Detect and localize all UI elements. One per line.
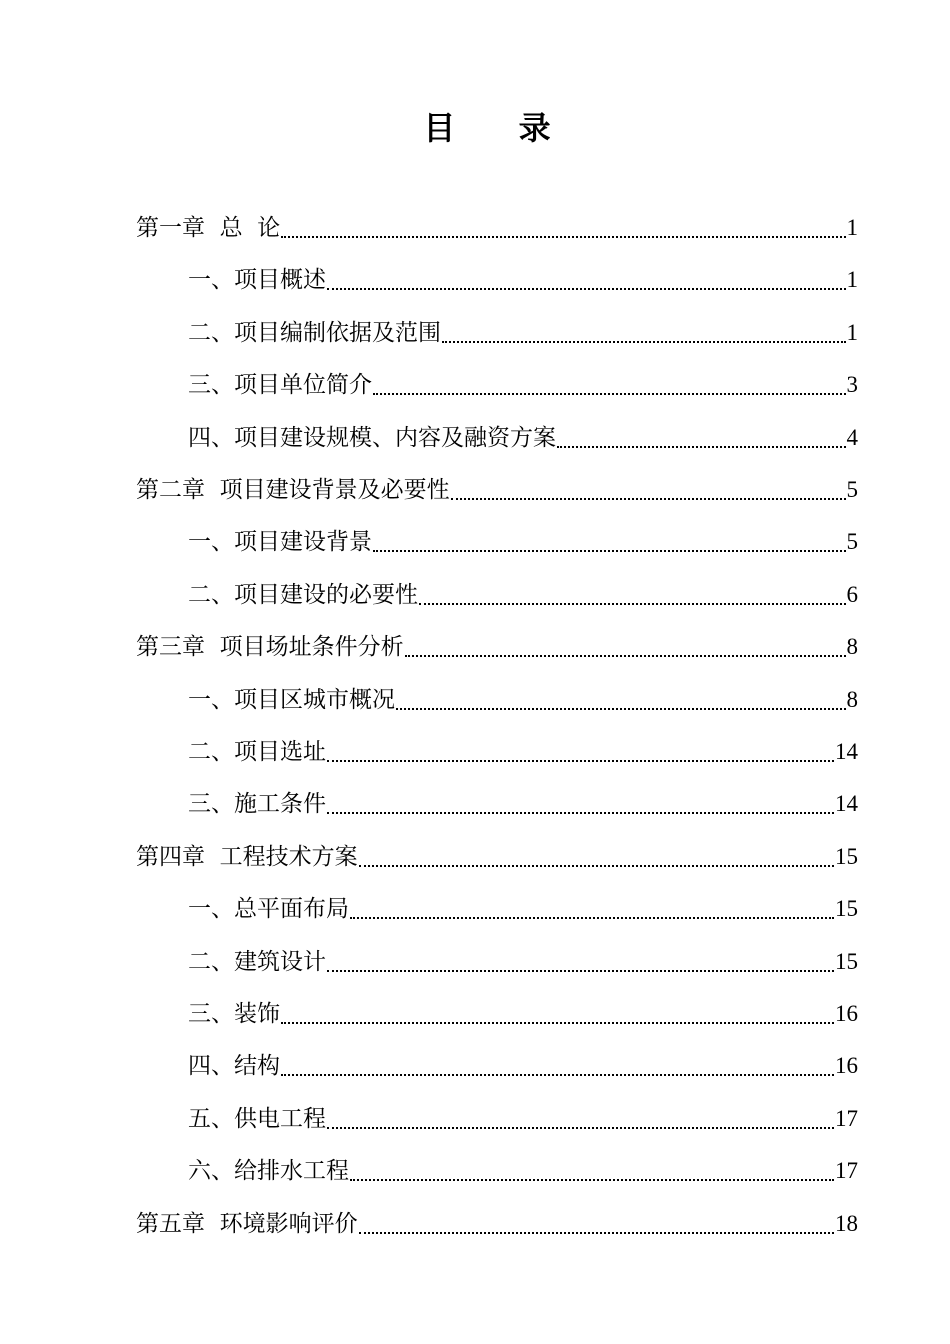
toc-page-number: 15 bbox=[835, 948, 858, 974]
toc-entry-text: 二、建筑设计 bbox=[188, 948, 326, 975]
toc-dot-leader bbox=[405, 627, 846, 667]
toc-dot-leader bbox=[359, 837, 834, 877]
toc-section-entry[interactable] bbox=[188, 260, 858, 300]
toc-entry-text: 一、项目建设背景 bbox=[188, 529, 372, 556]
toc-entry-text: 二、项目选址 bbox=[188, 739, 326, 765]
toc-chapter-entry[interactable] bbox=[136, 837, 858, 877]
toc-entry-text: 一、项目区城市概况 bbox=[188, 686, 395, 713]
toc-section-entry[interactable] bbox=[188, 784, 858, 824]
toc-section-entry[interactable] bbox=[188, 313, 858, 353]
toc-page-number: 3 bbox=[846, 372, 858, 398]
toc-dot-leader bbox=[327, 732, 834, 772]
toc-page-number: 17 bbox=[835, 1158, 858, 1184]
toc-dot-leader bbox=[327, 260, 846, 300]
toc-dot-leader bbox=[281, 1046, 834, 1086]
toc-dot-leader bbox=[373, 365, 846, 405]
toc-page-number: 1 bbox=[846, 215, 858, 240]
toc-dot-leader bbox=[281, 994, 834, 1034]
toc-page-number: 5 bbox=[846, 529, 858, 555]
toc-page-number: 4 bbox=[846, 424, 858, 450]
toc-chapter-entry[interactable] bbox=[136, 1204, 858, 1244]
toc-page-number: 8 bbox=[846, 634, 858, 660]
toc-dot-leader bbox=[327, 784, 834, 824]
toc-section-entry[interactable] bbox=[188, 575, 858, 615]
toc-chapter-entry[interactable] bbox=[136, 470, 858, 510]
toc-entry-text: 五、供电工程 bbox=[188, 1105, 326, 1132]
toc-page-number: 15 bbox=[835, 843, 858, 869]
toc-entry-text: 第一章 总 论 bbox=[136, 215, 281, 241]
toc-page-number: 16 bbox=[835, 1053, 858, 1079]
toc-page-number: 14 bbox=[835, 791, 858, 817]
toc-page-number: 17 bbox=[835, 1105, 858, 1131]
toc-entry-text: 三、施工条件 bbox=[188, 791, 326, 818]
toc-section-entry[interactable] bbox=[188, 522, 858, 562]
toc-dot-leader bbox=[373, 522, 846, 562]
toc-entry-text: 六、给排水工程 bbox=[188, 1158, 349, 1185]
toc-page-number: 6 bbox=[846, 581, 858, 607]
toc-section-entry[interactable] bbox=[188, 418, 858, 458]
toc-dot-leader bbox=[557, 418, 846, 458]
toc-entry-text: 第四章 工程技术方案 bbox=[136, 843, 358, 870]
toc-section-entry[interactable] bbox=[188, 1046, 858, 1086]
toc-page-number: 8 bbox=[846, 686, 858, 712]
toc-title: 目 录 bbox=[423, 109, 577, 147]
toc-section-entry[interactable] bbox=[188, 1151, 858, 1191]
toc-page-number: 1 bbox=[846, 267, 858, 293]
toc-section-entry[interactable] bbox=[188, 365, 858, 405]
toc-entry-text: 四、结构 bbox=[188, 1053, 280, 1080]
toc-page-number: 1 bbox=[846, 319, 858, 345]
toc-section-entry[interactable] bbox=[188, 680, 858, 720]
toc-entry-text: 一、总平面布局 bbox=[188, 896, 349, 923]
toc-dot-leader bbox=[359, 1204, 834, 1244]
toc-dot-leader bbox=[442, 313, 846, 353]
toc-dot-leader bbox=[350, 889, 834, 929]
toc-entry-text: 第三章 项目场址条件分析 bbox=[136, 634, 404, 661]
toc-dot-leader bbox=[396, 680, 846, 720]
toc-dot-leader bbox=[281, 208, 845, 248]
toc-section-entry[interactable] bbox=[188, 994, 858, 1034]
toc-entry-text: 第五章 环境影响评价 bbox=[136, 1210, 358, 1237]
toc-dot-leader bbox=[419, 575, 846, 615]
toc-page-number: 5 bbox=[846, 477, 858, 502]
toc-dot-leader bbox=[327, 942, 834, 982]
toc-chapter-entry[interactable] bbox=[136, 627, 858, 667]
toc-dot-leader bbox=[350, 1151, 834, 1191]
toc-section-entry[interactable] bbox=[188, 942, 858, 982]
toc-page-number: 15 bbox=[835, 896, 858, 922]
toc-dot-leader bbox=[327, 1099, 834, 1139]
toc-entry-text: 二、项目编制依据及范围 bbox=[188, 319, 441, 346]
toc-chapter-entry[interactable] bbox=[136, 208, 858, 248]
toc-entry-text: 四、项目建设规模、内容及融资方案 bbox=[188, 424, 556, 451]
toc-dot-leader bbox=[451, 470, 846, 510]
toc-page-number: 14 bbox=[835, 739, 858, 764]
toc-entry-text: 第二章 项目建设背景及必要性 bbox=[136, 477, 450, 503]
toc-entry-text: 三、装饰 bbox=[188, 1001, 280, 1027]
toc-page-number: 18 bbox=[835, 1210, 858, 1236]
toc-section-entry[interactable] bbox=[188, 889, 858, 929]
toc-section-entry[interactable] bbox=[188, 732, 858, 772]
toc-entry-text: 三、项目单位简介 bbox=[188, 372, 372, 399]
toc-section-entry[interactable] bbox=[188, 1099, 858, 1139]
toc-entry-text: 二、项目建设的必要性 bbox=[188, 581, 418, 608]
toc-entry-text: 一、项目概述 bbox=[188, 267, 326, 294]
toc-page-number: 16 bbox=[835, 1001, 858, 1026]
